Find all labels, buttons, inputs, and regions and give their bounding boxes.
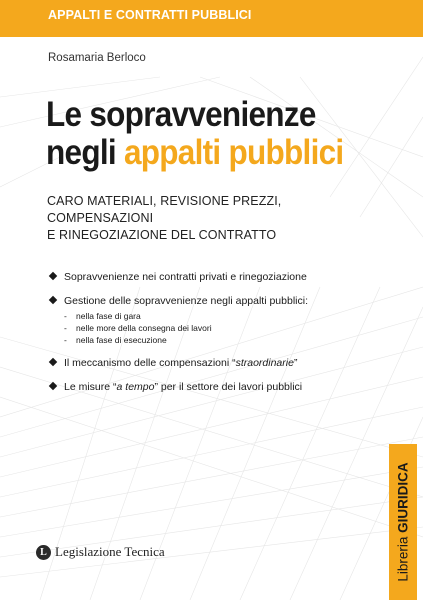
title-line-2-plain: negli: [46, 133, 124, 172]
book-subtitle: [47, 193, 387, 244]
sub-list-item: [64, 334, 350, 346]
subtitle-line-2: E RINEGOZIAZIONE DEL CONTRATTO: [47, 228, 277, 242]
collection-band: [389, 444, 417, 600]
publisher-logo: [36, 544, 165, 560]
sub-list: [64, 310, 350, 346]
publisher-logo-icon: L: [36, 545, 51, 560]
list-item-emphasis: straordinarie: [235, 357, 294, 369]
collection-prefix: Libreria: [395, 532, 411, 582]
diamond-bullet-icon: [49, 296, 57, 304]
list-item-text-post: ”: [293, 357, 298, 369]
diamond-bullet-icon: [49, 358, 57, 366]
list-item: [50, 380, 350, 394]
collection-label: [396, 462, 411, 581]
series-label: APPALTI E CONTRATTI PUBBLICI: [34, 0, 265, 30]
list-item-emphasis: a tempo: [116, 381, 155, 393]
publisher-name: Legislazione Tecnica: [55, 544, 165, 559]
list-item: [50, 356, 350, 370]
sub-list-item-text: nella fase di esecuzione: [76, 335, 167, 345]
list-item-text: Sopravvenienze nei contratti privati e rinegoziazione: [64, 271, 307, 283]
dash-marker: -: [64, 323, 67, 333]
list-item: [50, 270, 350, 284]
diamond-bullet-icon: [49, 272, 57, 280]
title-line-1: Le sopravvenienze: [46, 95, 316, 134]
list-item-text: Gestione delle sopravvenienze negli appalti pubblici:: [64, 295, 308, 307]
contents-list: [50, 270, 350, 404]
sub-list-item-text: nelle more della consegna dei lavori: [76, 323, 212, 333]
list-item-text-pre: Il meccanismo delle compensazioni “: [64, 357, 236, 369]
list-item-text-pre: Le misure “: [64, 381, 117, 393]
collection-name: GIURIDICA: [395, 462, 411, 533]
dash-marker: -: [64, 311, 67, 321]
dash-marker: -: [64, 335, 67, 345]
title-line-2-accent: appalti pubblici: [123, 133, 344, 172]
sub-list-item: [64, 322, 350, 334]
author-name: Rosamaria Berloco: [48, 52, 146, 64]
diamond-bullet-icon: [49, 382, 57, 390]
sub-list-item: [64, 310, 350, 322]
subtitle-line-1: CARO MATERIALI, REVISIONE PREZZI, COMPENSAZIONI: [47, 194, 282, 225]
list-item-text-post: ” per il settore dei lavori pubblici: [154, 381, 303, 393]
sub-list-item-text: nella fase di gara: [76, 311, 141, 321]
book-title: [46, 96, 343, 172]
list-item: [50, 294, 350, 346]
